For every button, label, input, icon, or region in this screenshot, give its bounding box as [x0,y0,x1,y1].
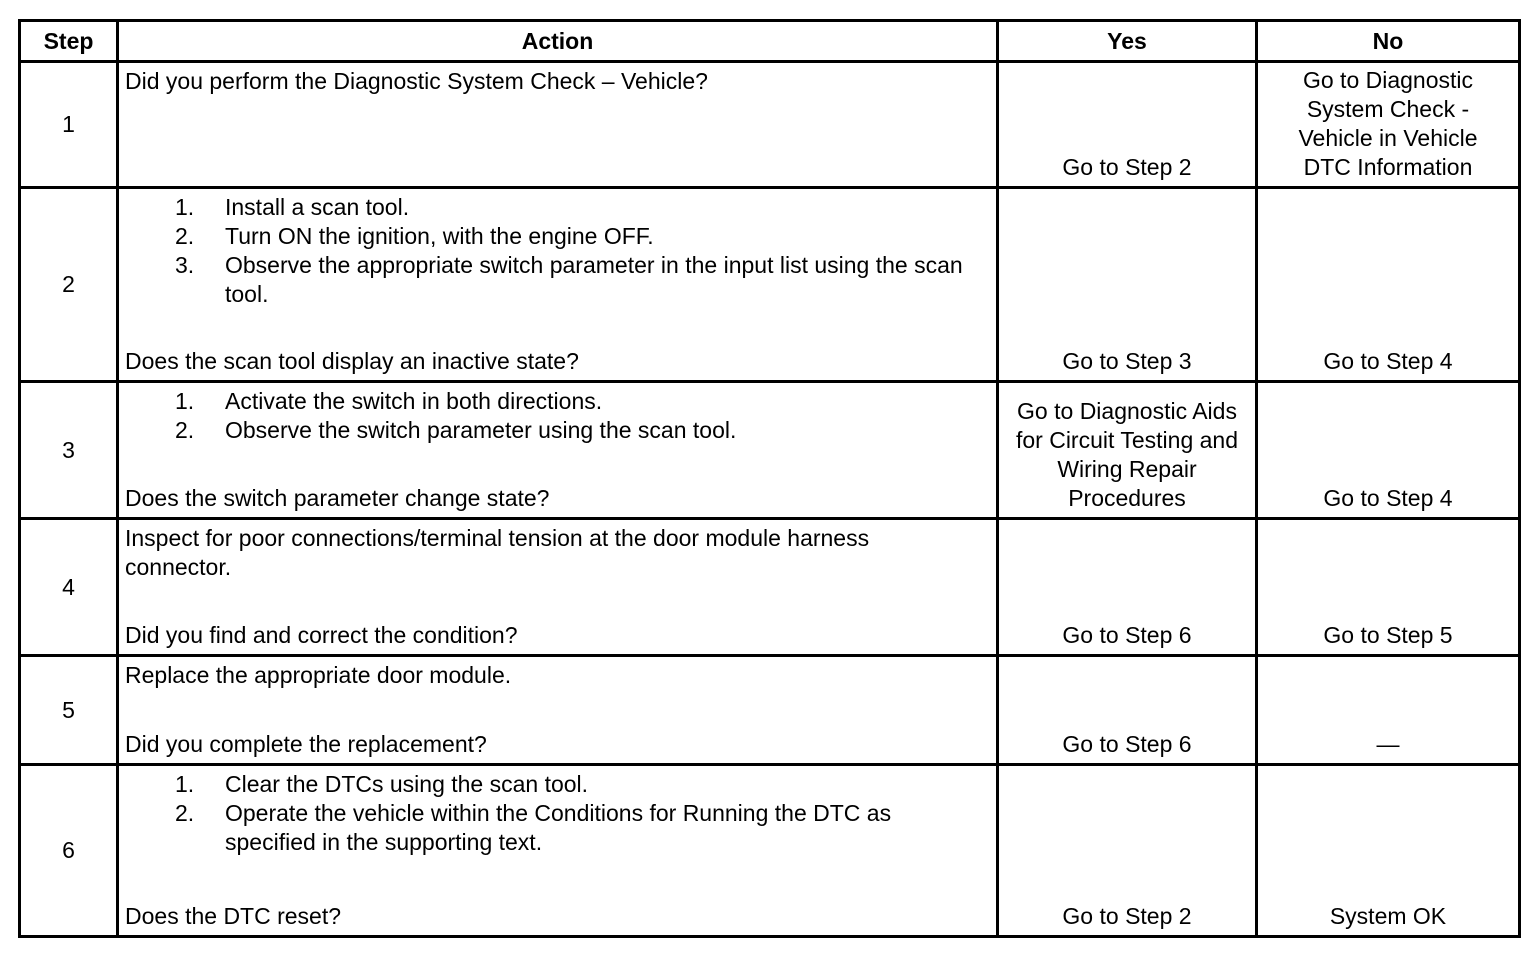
no-cell [1258,63,1518,189]
list-text: Install a scan tool. [225,194,410,220]
yes-result: Go to Step 6 [1062,622,1192,648]
list-text: Operate the vehicle within the Conditions for Running the DTC as specified in the supporting text. [225,800,892,855]
list-number: 1. [175,194,195,220]
action-steps-list [125,193,990,309]
list-item [125,193,990,222]
yes-cell [999,189,1258,383]
yes-cell [999,657,1258,766]
action-cell [119,657,999,766]
no-cell [1258,766,1518,935]
list-item [125,799,990,857]
action-text: Inspect for poor connections/terminal tension at the door module harness connector. [125,525,870,580]
no-result: Go to Step 4 [1323,485,1453,511]
action-text: Did you perform the Diagnostic System Check – Vehicle? [125,68,708,94]
action-text: Replace the appropriate door module. [125,662,512,688]
no-result: Go to Diagnostic System Check - Vehicle in Vehicle DTC Information [1298,67,1478,180]
list-text: Observe the appropriate switch parameter in the input list using the scan tool. [225,252,963,307]
no-cell [1258,520,1518,657]
action-steps-list [125,387,990,445]
action-question: Does the scan tool display an inactive state? [125,348,579,374]
yes-cell [999,766,1258,935]
header-no: No [1258,22,1518,63]
list-number: 3. [175,252,195,278]
no-result: Go to Step 5 [1323,622,1453,648]
action-question: Did you complete the replacement? [125,731,487,757]
list-item [125,770,990,799]
action-cell [119,63,999,189]
no-cell [1258,189,1518,383]
action-cell [119,383,999,520]
action-question: Does the DTC reset? [125,903,342,929]
list-text: Activate the switch in both directions. [225,388,603,414]
list-item [125,222,990,251]
no-cell [1258,657,1518,766]
step-number: 6 [21,766,119,935]
list-number: 2. [175,800,195,826]
no-result: System OK [1329,903,1447,929]
list-item [125,387,990,416]
action-question: Does the switch parameter change state? [125,485,550,511]
step-number: 3 [21,383,119,520]
list-text: Clear the DTCs using the scan tool. [225,771,589,797]
list-number: 2. [175,417,195,443]
list-text: Turn ON the ignition, with the engine OFF. [225,223,654,249]
yes-result: Go to Step 6 [1062,731,1192,757]
yes-cell [999,520,1258,657]
action-steps-list [125,770,990,857]
step-number: 4 [21,520,119,657]
yes-result: Go to Step 2 [1062,903,1192,929]
yes-result: Go to Diagnostic Aids for Circuit Testing and Wiring Repair Procedures [1015,398,1238,511]
step-number: 5 [21,657,119,766]
header-step: Step [21,22,119,63]
yes-cell [999,383,1258,520]
diagnostic-table [18,19,1521,938]
list-number: 1. [175,388,195,414]
yes-result: Go to Step 3 [1062,348,1192,374]
action-question: Did you find and correct the condition? [125,622,518,648]
yes-result: Go to Step 2 [1062,154,1192,180]
no-cell [1258,383,1518,520]
list-number: 1. [175,771,195,797]
list-text: Observe the switch parameter using the scan tool. [225,417,737,443]
no-result: Go to Step 4 [1323,348,1453,374]
yes-cell [999,63,1258,189]
list-item [125,251,990,309]
action-cell [119,766,999,935]
action-cell [119,520,999,657]
no-result: — [1376,731,1400,757]
step-number: 1 [21,63,119,189]
list-item [125,416,990,445]
header-action: Action [119,22,999,63]
action-cell [119,189,999,383]
list-number: 2. [175,223,195,249]
header-yes: Yes [999,22,1258,63]
step-number: 2 [21,189,119,383]
